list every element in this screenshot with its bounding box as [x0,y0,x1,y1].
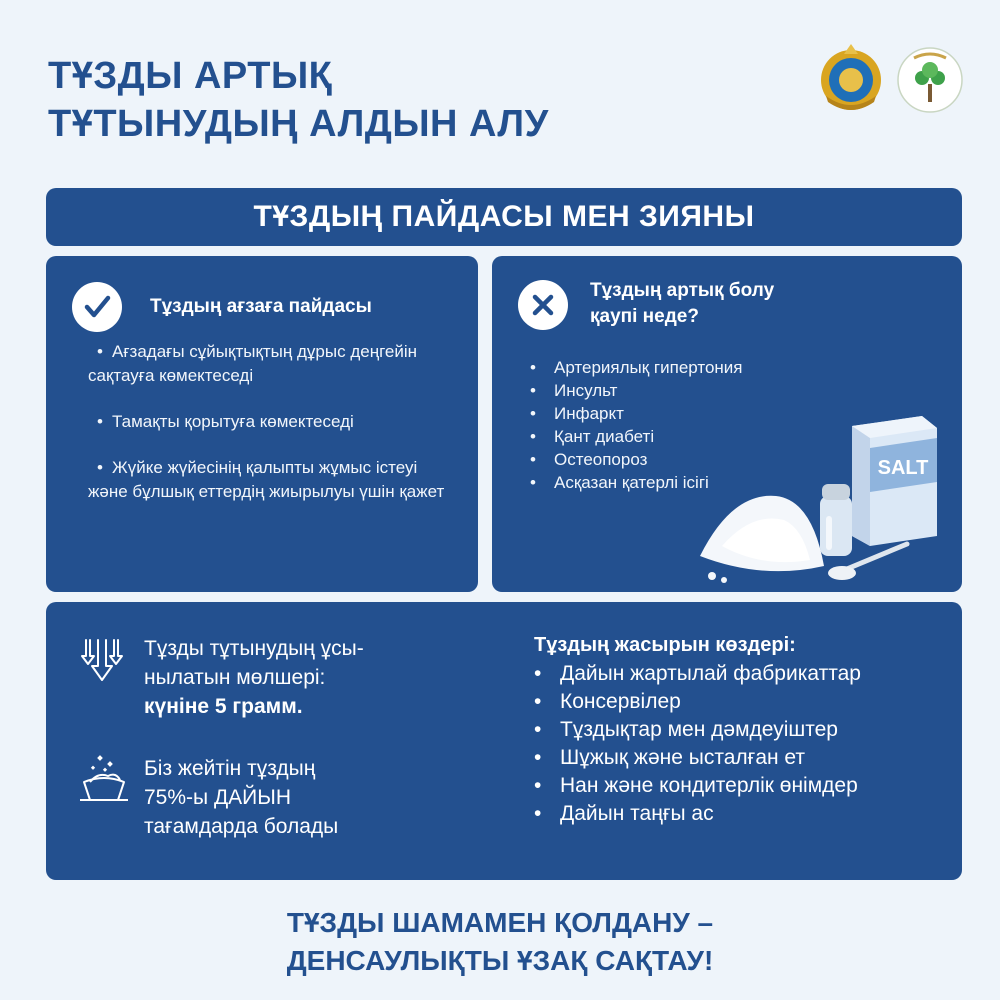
hidden-sources-title: Тұздың жасырын көздері: [534,634,796,656]
benefits-list [88,340,458,526]
section-banner: ТҰЗДЫҢ ПАЙДАСЫ МЕН ЗИЯНЫ [46,188,962,246]
list-item: • Дайын таңғы ас [534,802,714,825]
list-item: • Жүйке жүйесінің қалыпты жұмыс істеуі және бұлшық еттердің жиырылуы үшін қажет [88,458,445,501]
logos [818,40,968,120]
daily-amount: күніне 5 грамм. [144,695,303,718]
recommendation-text: Тұзды тұтынудың ұсы- нылатын мөлшері: күніне 5 грамм. [144,637,364,718]
page-title [48,52,549,148]
list-item: • Қант диабеті [530,427,655,446]
list-item: • Асқазан қатерлі ісігі [530,473,709,492]
footer-line-2: ДЕНСАУЛЫҚТЫ ҰЗАҚ САҚТАУ! [286,945,714,976]
salt-illustration [692,396,952,586]
info-panel [46,602,962,880]
benefits-panel [46,256,478,592]
salt-bowl-icon [78,752,130,804]
risks-title: Тұздың артық болу қаупі неде? [590,280,775,327]
health-center-logo-icon [898,48,962,112]
list-item: • Дайын жартылай фабрикаттар [534,662,861,685]
checkmark-icon [72,282,122,332]
list-item: • Шұжық және ысталған ет [534,746,806,769]
footer-line-1: ТҰЗДЫ ШАМАМЕН ҚОЛДАНУ – [286,907,714,938]
list-item: • Ағзадағы сұйықтықтың дұрыс деңгейін сақтауға көмектеседі [88,342,418,385]
list-item: • Тұздықтар мен дәмдеуіштер [534,718,838,741]
salt-box-icon [852,416,937,546]
list-item: • Артериялық гипертония [530,358,743,377]
decrease-arrows-icon [80,638,124,682]
salt-pile-icon [700,496,824,583]
title-line-2: ТҰТЫНУДЫҢ АЛДЫН АЛУ [48,103,549,145]
list-item: • Инфаркт [530,404,624,423]
salt-shaker-icon [820,484,852,556]
list-item: • Нан және кондитерлік өнімдер [534,774,858,797]
ready-food-text: Біз жейтін тұздың 75%-ы ДАЙЫН тағамдарда болады [144,757,339,838]
footer-slogan [0,904,1000,980]
state-emblem-icon [821,44,881,110]
benefits-title: Тұздың ағзаға пайдасы [150,296,372,317]
list-item: • Остеопороз [530,450,648,469]
hidden-sources-list [534,660,861,828]
svg-text:SALT: SALT [877,457,929,479]
list-item: • Консервілер [534,690,681,713]
list-item: • Инсульт [530,381,618,400]
title-line-1: ТҰЗДЫ АРТЫҚ [48,55,333,97]
list-item: • Тамақты қорытуға көмектеседі [97,412,354,431]
risks-panel [492,256,962,592]
cross-icon [518,280,568,330]
